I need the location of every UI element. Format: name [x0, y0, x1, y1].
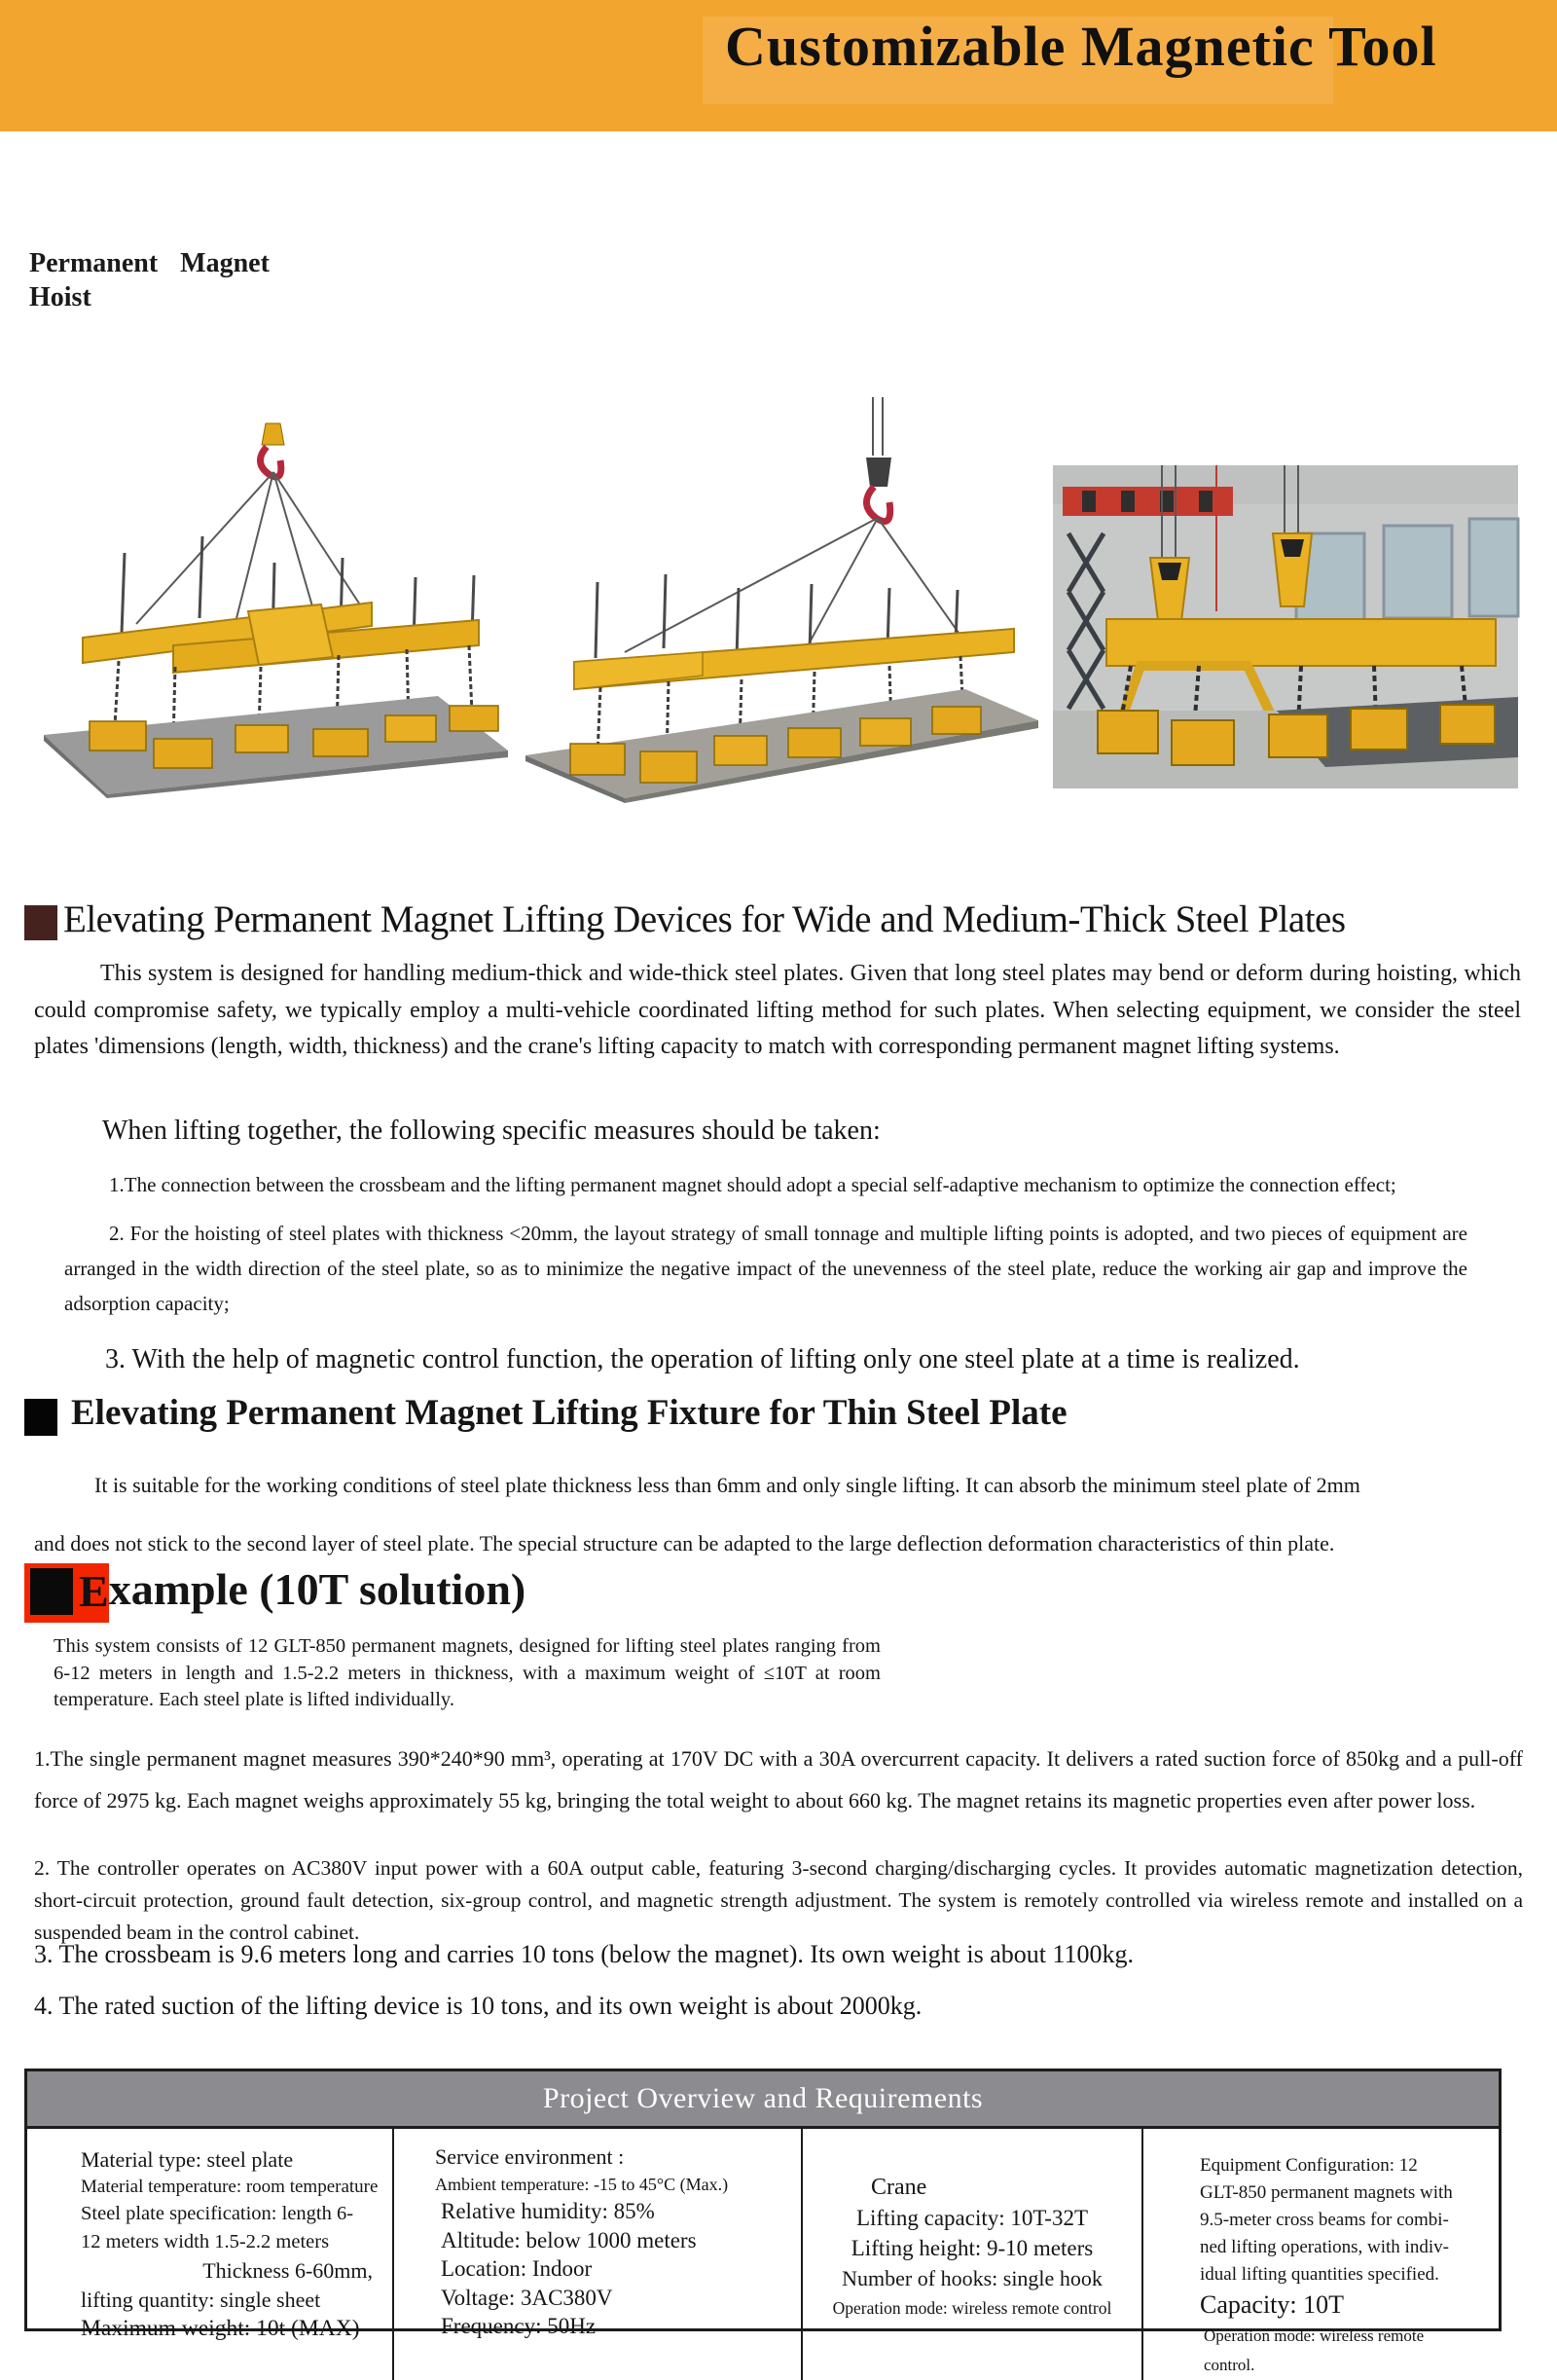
- measure-item-1: 1.The connection between the crossbeam and the lifting permanent magnet should adopt a special self-adaptive mechanism to optimize the connection effect;: [109, 1173, 1396, 1196]
- table-cell-service-environment: [392, 2129, 801, 2380]
- top-banner: [0, 0, 1557, 131]
- product-title-line1: Permanent Magnet: [29, 248, 270, 278]
- cell-line: lifting quantity: single sheet: [81, 2288, 321, 2312]
- cell-line: Operation mode: wireless remote control.: [1204, 2326, 1425, 2374]
- cell-line: Maximum weight: 10t (MAX): [81, 2316, 360, 2341]
- cell-line: idual lifting quantities specified.: [1200, 2264, 1439, 2285]
- cell-line: Voltage: 3AC380V: [441, 2285, 613, 2310]
- cell-line: Ambient temperature: -15 to 45°C (Max.): [435, 2175, 729, 2194]
- table-header: [27, 2071, 1499, 2129]
- product-title: [29, 246, 270, 314]
- measures-intro: When lifting together, the following specific measures should be taken:: [102, 1116, 881, 1146]
- cell-line: Altitude: below 1000 meters: [441, 2227, 697, 2252]
- measure-item-2: 2. For the hoisting of steel plates with thickness <20mm, the layout strategy of small tonnage and multiple lifting points is adopted, and two pieces of equipment are arranged in the width direction of the steel plate, so as to minimize the negative impact of the unevenness of the steel plate, reduce the working air gap and improve the adsorption capacity;: [64, 1222, 1467, 1315]
- magnet-lifter-photo: [1053, 465, 1518, 788]
- product-image-single-beam-lifter: [29, 412, 516, 798]
- example-point-3: 3. The crossbeam is 9.6 meters long and carries 10 tons (below the magnet). Its own weight is about 1100kg.: [34, 1940, 1135, 1968]
- magnet-lifter-illustration-1: [29, 412, 516, 798]
- section-heading-example: [24, 1563, 525, 1623]
- example-intro: This system consists of 12 GLT-850 permanent magnets, designed for lifting steel plates ranging from 6-12 meters in length and 1.5-2.2 meters in thickness, with a maximum weight of ≤10T at room temperature. Each steel plate is lifted individually.: [54, 1635, 881, 1710]
- section-heading-text: Elevating Permanent Magnet Lifting Devices for Wide and Medium-Thick Steel Plates: [63, 898, 1346, 940]
- section-heading-thin-plate: [24, 1392, 1068, 1436]
- table-cell-crane: [801, 2129, 1141, 2380]
- thin-plate-paragraph: [34, 1456, 1533, 1573]
- cell-line: Number of hooks: single hook: [842, 2266, 1103, 2290]
- table-body: [27, 2129, 1499, 2374]
- cell-line: GLT-850 permanent magnets with: [1200, 2182, 1453, 2203]
- table-cell-material: [27, 2129, 392, 2380]
- example-heading-rest: xample (10T solution): [108, 1564, 526, 1614]
- product-image-long-beam-lifter: [508, 397, 1041, 798]
- example-point-1: 1.The single permanent magnet measures 390*240*90 mm³, operating at 170V DC with a 30A overcurrent capacity. It delivers a rated suction force of 850kg and a pull-off force of 2975 kg. Each magnet weighs approximately 55 kg, bringing the total weight to about 660 kg. The magnet retains its magnetic properties even after power loss.: [34, 1746, 1523, 1812]
- cell-line: Material type: steel plate: [81, 2147, 294, 2172]
- cell-line: Material temperature: room temperature: [81, 2177, 379, 2197]
- cell-line: Thickness 6-60mm,: [202, 2258, 373, 2283]
- cell-line: ned lifting operations, with indiv-: [1200, 2237, 1449, 2257]
- cell-line: Capacity: 10T: [1200, 2290, 1345, 2319]
- cell-line: 12 meters width 1.5-2.2 meters: [81, 2231, 330, 2252]
- project-overview-table: [24, 2069, 1502, 2374]
- section-heading-wide-plates: [24, 897, 1346, 941]
- table-title: Project Overview and Requirements: [542, 2082, 984, 2114]
- product-title-line2: Hoist: [29, 282, 91, 312]
- example-heading-highlight: [24, 1563, 109, 1623]
- thin-plate-paragraph-line1: It is suitable for the working conditions of steel plate thickness less than 6mm and only single lifting. It can absorb the minimum steel plate of 2mm: [94, 1473, 1360, 1497]
- cell-line: Steel plate specification: length 6-: [81, 2203, 354, 2224]
- cell-line: Operation mode: wireless remote control: [832, 2298, 1112, 2318]
- measure-item-3: 3. With the help of magnetic control function, the operation of lifting only one steel plate at a time is realized.: [105, 1344, 1300, 1374]
- cell-line: 9.5-meter cross beams for combi-: [1200, 2210, 1449, 2230]
- section-bullet-icon: [24, 1399, 57, 1436]
- cell-line: Service environment :: [435, 2144, 625, 2169]
- cell-line: Lifting capacity: 10T-32T: [855, 2206, 1089, 2230]
- example-point-4: 4. The rated suction of the lifting device is 10 tons, and its own weight is about 2000kg.: [34, 1992, 923, 2020]
- cell-line: Frequency: 50Hz: [441, 2314, 597, 2338]
- cell-line: Relative humidity: 85%: [441, 2199, 655, 2223]
- magnet-lifter-illustration-2: [508, 397, 1041, 798]
- example-point-2: 2. The controller operates on AC380V input power with a 60A output cable, featuring 3-second charging/discharging cycles. It provides automatic magnetization detection, short-circuit protection, ground fault detection, six-group control, and magnetic strength adjustment. The system is remotely controlled via wireless remote and installed on a suspended beam in the control cabinet.: [34, 1856, 1523, 1944]
- cell-line: Lifting height: 9-10 meters: [851, 2236, 1094, 2260]
- cell-line: Equipment Configuration: 12: [1200, 2155, 1418, 2176]
- page-title: Customizable Magnetic Tool: [725, 15, 1437, 78]
- section-bullet-icon: [30, 1568, 73, 1615]
- example-heading-lead: E: [79, 1566, 109, 1616]
- cell-line: Location: Indoor: [441, 2256, 593, 2281]
- product-image-factory-photo: [1053, 465, 1518, 788]
- table-cell-equipment: [1141, 2129, 1493, 2380]
- section-bullet-icon: [24, 905, 57, 940]
- thin-plate-paragraph-line2: and does not stick to the second layer of steel plate. The special structure can be adapted to the large deflection deformation characteristics of thin plate.: [34, 1531, 1335, 1556]
- section-heading-text: Elevating Permanent Magnet Lifting Fixture for Thin Steel Plate: [71, 1393, 1068, 1433]
- cell-line: Crane: [871, 2175, 927, 2200]
- wide-plates-paragraph: This system is designed for handling medium-thick and wide-thick steel plates. Given that long steel plates may bend or deform during hoisting, which could compromise safety, we typically employ a multi-vehicle coordinated lifting method for such plates. When selecting equipment, we consider the steel plates 'dimensions (length, width, thickness) and the crane's lifting capacity to match with corresponding permanent magnet lifting systems.: [34, 961, 1521, 1059]
